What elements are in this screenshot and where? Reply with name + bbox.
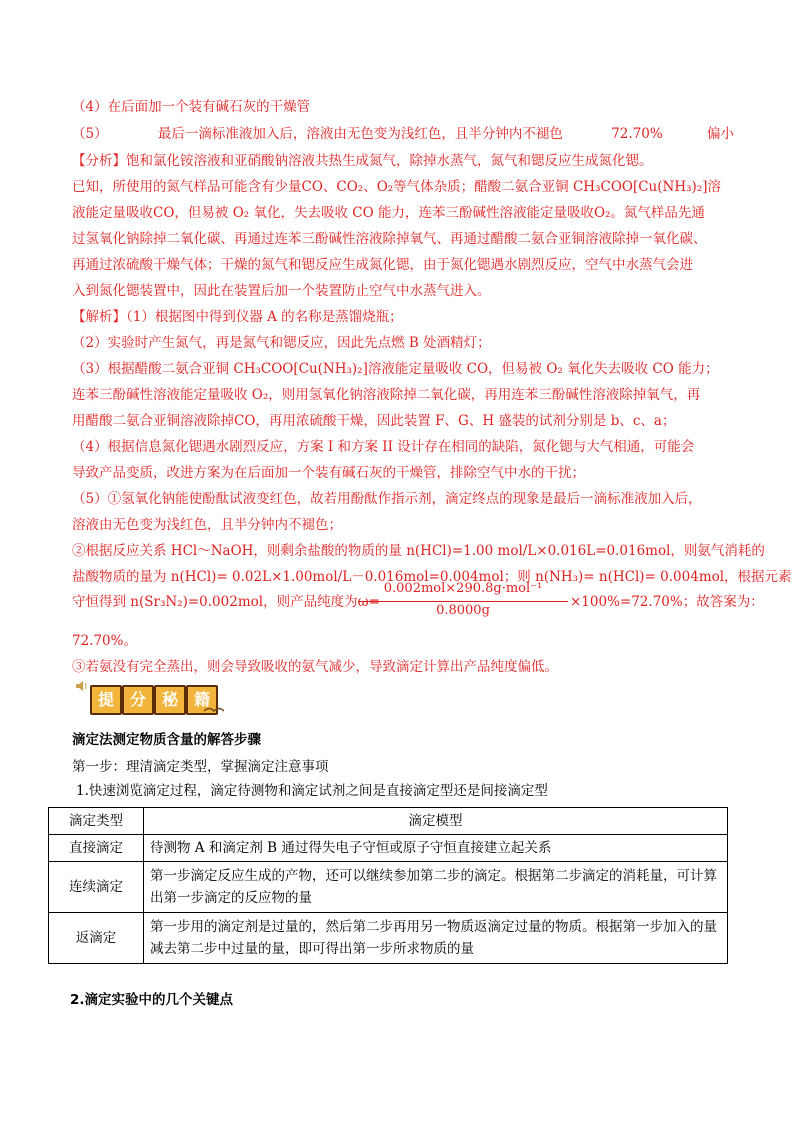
table-cell-model: 第一步用的滴定剂是过量的，然后第二步再用另一物质返滴定过量的物质。根据第一步加入的量减去第二步中过量的量，即可得出第一步所求物质的量 xyxy=(144,913,728,964)
table-cell-model: 待测物 A 和滴定剂 B 通过得失电子守恒或原子守恒直接建立起关系 xyxy=(144,835,728,862)
analysis-line: 液能定量吸收CO，但易被 O₂ 氧化，失去吸收 CO 能力，连苯三酚碱性溶液能定量吸收O₂。氮气样品先通 xyxy=(72,205,705,221)
table-header: 滴定模型 xyxy=(144,808,728,835)
answer-5-value: 72.70% xyxy=(611,126,663,142)
explain-formula-tail: ×100%=72.70%；故答案为： xyxy=(570,594,764,610)
explain-paragraph: ③若氨没有完全蒸出，则会导致吸收的氨气减少，导致滴定计算出产品纯度偏低。 xyxy=(72,659,558,675)
explain-paragraph: （2）实验时产生氮气，再是氮气和锶反应，因此先点燃 B 处酒精灯； xyxy=(72,335,491,351)
table-cell-type: 直接滴定 xyxy=(49,835,144,862)
banner-char: 提 xyxy=(90,685,122,715)
table-row xyxy=(49,913,728,964)
fraction-bar xyxy=(358,601,568,602)
step-one: 第一步：理清滴定类型，掌握滴定注意事项 xyxy=(72,759,329,775)
answer-5-result: 偏小 xyxy=(706,126,734,142)
table-header: 滴定类型 xyxy=(49,808,144,835)
table-header-row xyxy=(49,808,728,835)
explain-paragraph: 溶液由无色变为浅红色，且半分钟内不褪色； xyxy=(72,517,342,533)
explain-paragraph: 用醋酸二氨合亚铜溶液除掉CO，再用浓硫酸干燥，因此装置 F、G、H 盛装的试剂分别是 b、c、a； xyxy=(72,413,676,429)
explain-paragraph: （4）根据信息氮化锶遇水剧烈反应，方案 I 和方案 II 设计存在相同的缺陷，氮化锶与大气相通，可能会 xyxy=(72,439,695,455)
explain-paragraph: 盐酸物质的量为 n(HCl)= 0.02L×1.00mol/L－0.016mol=0.004mol；则 n(NH₃)= n(HCl)= 0.004mol，根据元素 xyxy=(72,569,792,585)
table-cell-type: 返滴定 xyxy=(49,913,144,964)
analysis-line: 过氢氧化钠除掉二氧化碳、再通过连苯三酚碱性溶液除掉氧气、再通过醋酸二氨合亚铜溶液除掉一氧化碳、 xyxy=(72,231,707,247)
footer-heading: 2.滴定实验中的几个关键点 xyxy=(70,992,234,1008)
speaker-icon xyxy=(76,681,88,691)
explain-paragraph: ②根据反应关系 HCl～NaOH，则剩余盐酸的物质的量 n(HCl)=1.00 mol/L×0.016L=0.016mol，则氨气消耗的 xyxy=(72,543,765,559)
banner-char: 秘 xyxy=(154,685,186,715)
book-icon xyxy=(204,703,224,713)
analysis-line: 已知，所使用的氮气样品可能含有少量CO、CO₂、O₂等气体杂质；醋酸二氨合亚铜 CH₃COO[Cu(NH₃)₂]溶 xyxy=(72,179,721,195)
titration-types-table xyxy=(48,807,728,964)
explain-answer: 72.70%。 xyxy=(72,633,137,649)
answer-5 xyxy=(72,124,734,144)
answer-5-text: 最后一滴标准液加入后，溶液由无色变为浅红色，且半分钟内不褪色 xyxy=(157,126,563,142)
explain-formula-lead: 守恒得到 n(Sr₃N₂)=0.002mol，则产品纯度为ω= xyxy=(72,594,380,610)
explain-paragraph: 连苯三酚碱性溶液能定量吸收 O₂，则用氢氧化钠溶液除掉二氧化碳，再用连苯三酚碱性溶液除掉氧气，再 xyxy=(72,387,701,403)
fraction-denominator: 0.8000g xyxy=(436,603,490,618)
table-cell-model: 第一步滴定反应生成的产物，还可以继续参加第二步的滴定。根据第二步滴定的消耗量，可计算出第一步滴定的反应物的量 xyxy=(144,862,728,913)
explain-paragraph: （3）根据醋酸二氨合亚铜 CH₃COO[Cu(NH₃)₂]溶液能定量吸收 CO，但易被 O₂ 氧化失去吸收 CO 能力； xyxy=(72,361,719,377)
fraction-numerator: 0.002mol×290.8g·mol⁻¹ xyxy=(383,581,543,596)
answer-4: （4）在后面加一个装有碱石灰的干燥管 xyxy=(72,99,311,115)
banner-char: 籍 xyxy=(186,685,218,715)
item-one: 1.快速浏览滴定过程，滴定待测物和滴定试剂之间是直接滴定型还是间接滴定型 xyxy=(76,783,548,799)
purity-fraction xyxy=(358,581,568,623)
analysis-line: 再通过浓硫酸干燥气体；干燥的氮气和锶反应生成氮化锶，由于氮化锶遇水剧烈反应，空气中水蒸气会进 xyxy=(72,257,693,273)
answer-5-label: （5） xyxy=(72,126,108,142)
analysis-line: 入到氮化锶装置中，因此在装置后加一个装置防止空气中水蒸气进入。 xyxy=(72,283,491,299)
table-row xyxy=(49,835,728,862)
explain-paragraph: 导致产品变质，改进方案为在后面加一个装有碱石灰的干燥管，排除空气中水的干扰； xyxy=(72,465,585,481)
tips-banner xyxy=(76,681,226,717)
explain-paragraph: （5）①氢氧化钠能使酚酞试液变红色，故若用酚酞作指示剂，滴定终点的现象是最后一滴标准液加入后， xyxy=(72,491,702,507)
section-title: 滴定法测定物质含量的解答步骤 xyxy=(72,732,261,748)
table-row xyxy=(49,862,728,913)
explain-head: 【解析】（1）根据图中得到仪器 A 的名称是蒸馏烧瓶； xyxy=(72,309,403,325)
banner-char: 分 xyxy=(122,685,154,715)
table-cell-type: 连续滴定 xyxy=(49,862,144,913)
analysis-head: 【分析】饱和氯化铵溶液和亚硝酸钠溶液共热生成氮气，除掉水蒸气，氮气和锶反应生成氮化锶。 xyxy=(72,153,653,169)
